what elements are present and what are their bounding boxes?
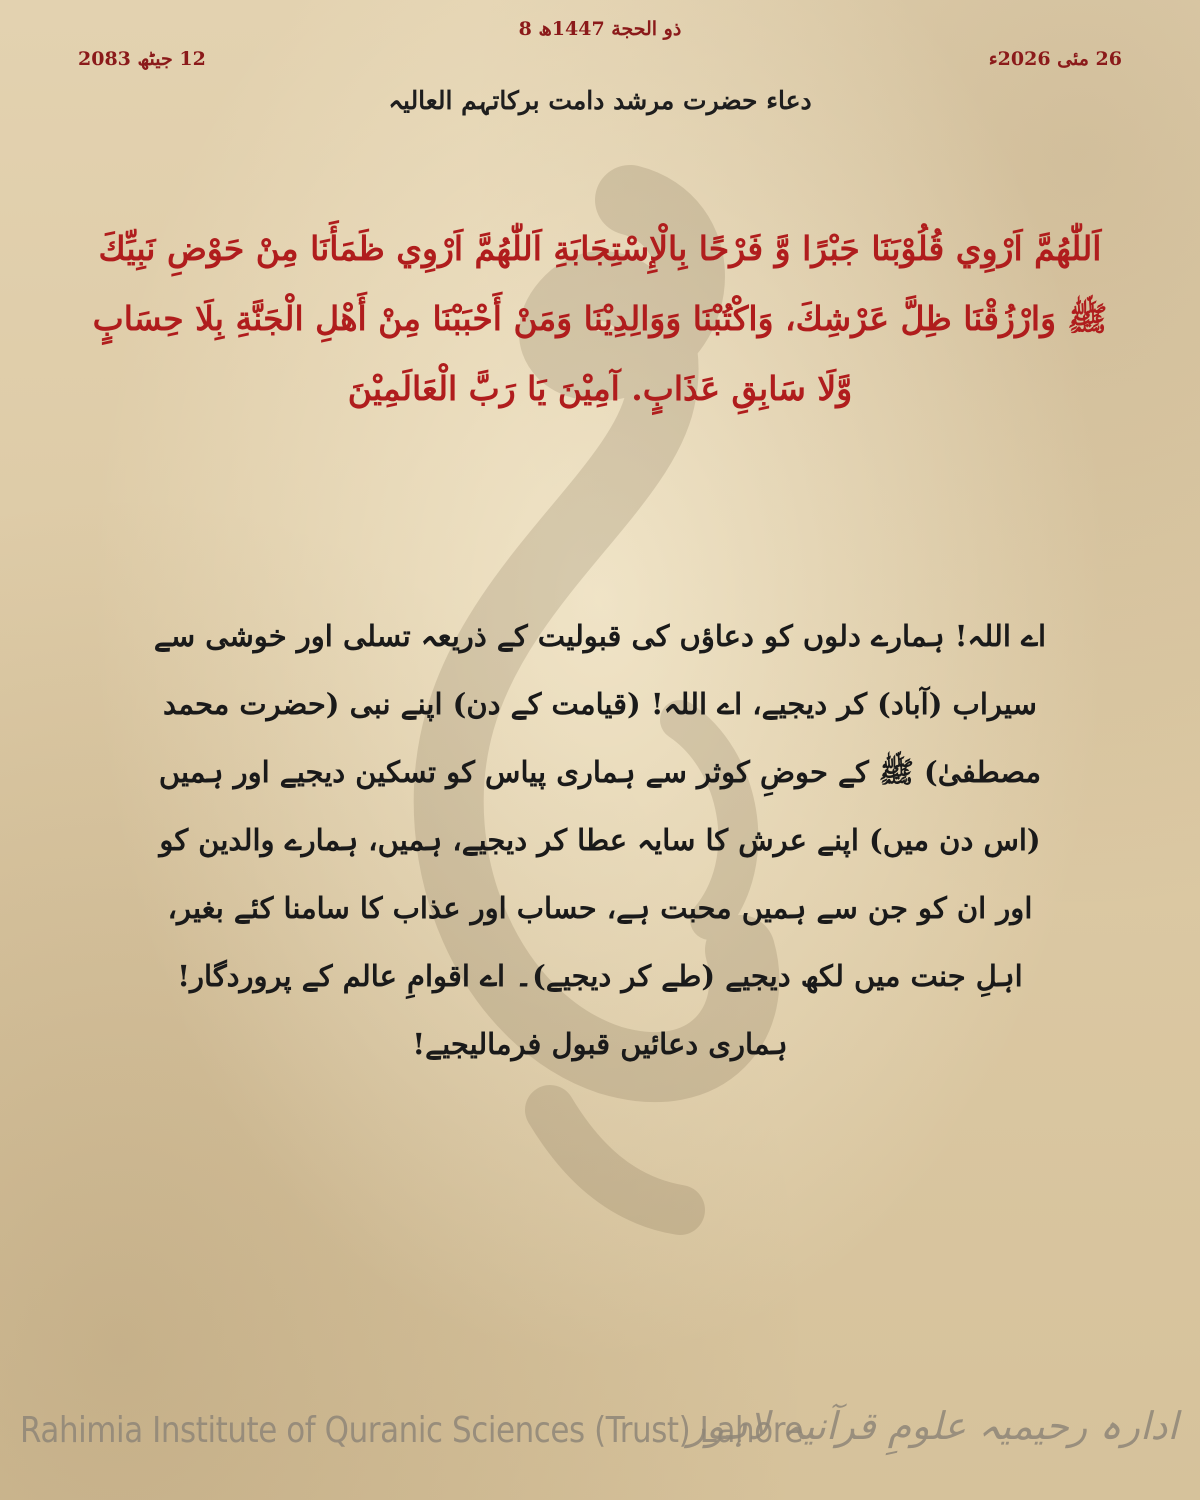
page-title: دعاء حضرت مرشد دامت برکاتہم العالیہ: [388, 86, 812, 115]
hijri-date: 8 ذو الحجة 1447ھ: [518, 18, 682, 40]
urdu-translation-text: اے اللہ! ہمارے دلوں کو دعاؤں کی قبولیت کے ذریعہ تسلی اور خوشی سے سیراب (آباد) کر دیجیے، اے اللہ! (قیامت کے دن) اپنے نبی (حضرت محمد مصطفیٰ) ﷺ کے حوضِ کوثر سے ہماری پیاس کو تسکین دیجیے اور ہمیں (اس دن میں) اپنے عرش کا سایہ عطا کر دیجیے، ہمیں، ہمارے والدین کو اور ان کو جن سے ہمیں محبت ہے، حساب اور عذاب کا سامنا کئے بغیر، اہلِ جنت میں لکھ دیجیے (طے کر دیجیے)۔ اے اقوامِ عالم کے پروردگار! ہماری دعائیں قبول فرمالیجیے!: [153, 619, 1047, 1061]
bikrami-date: 12 جیٹھ 2083: [78, 48, 206, 70]
institute-name-english: Rahimia Institute of Quranic Sciences (Trust) Lahore: [20, 1410, 803, 1451]
gregorian-date: 26 مئی 2026ء: [988, 48, 1122, 70]
arabic-dua-text: اَللّٰهُمَّ اَرْوِي قُلُوْبَنَا جَبْرًا وَّ فَرْحًا بِالْإِسْتِجَابَةِ اَللّٰهُمَّ اَرْوِي ظَمَأَنَا مِنْ حَوْضِ نَبِيِّكَ ﷺ وَارْزُقْنَا ظِلَّ عَرْشِكَ، وَاكْتُبْنَا وَوَالِدِيْنَا وَمَنْ أَحْبَبْنَا مِنْ أَهْلِ الْجَنَّةِ بِلَا حِسَابٍ وَّلَا سَابِقِ عَذَابٍ. آمِيْنَ يَا رَبَّ الْعَالَمِيْنَ: [92, 229, 1108, 408]
institute-name-urdu: ادارہ رحیمیہ علومِ قرآنیہ لاہور: [687, 1404, 1178, 1448]
footer: [0, 1398, 1200, 1488]
